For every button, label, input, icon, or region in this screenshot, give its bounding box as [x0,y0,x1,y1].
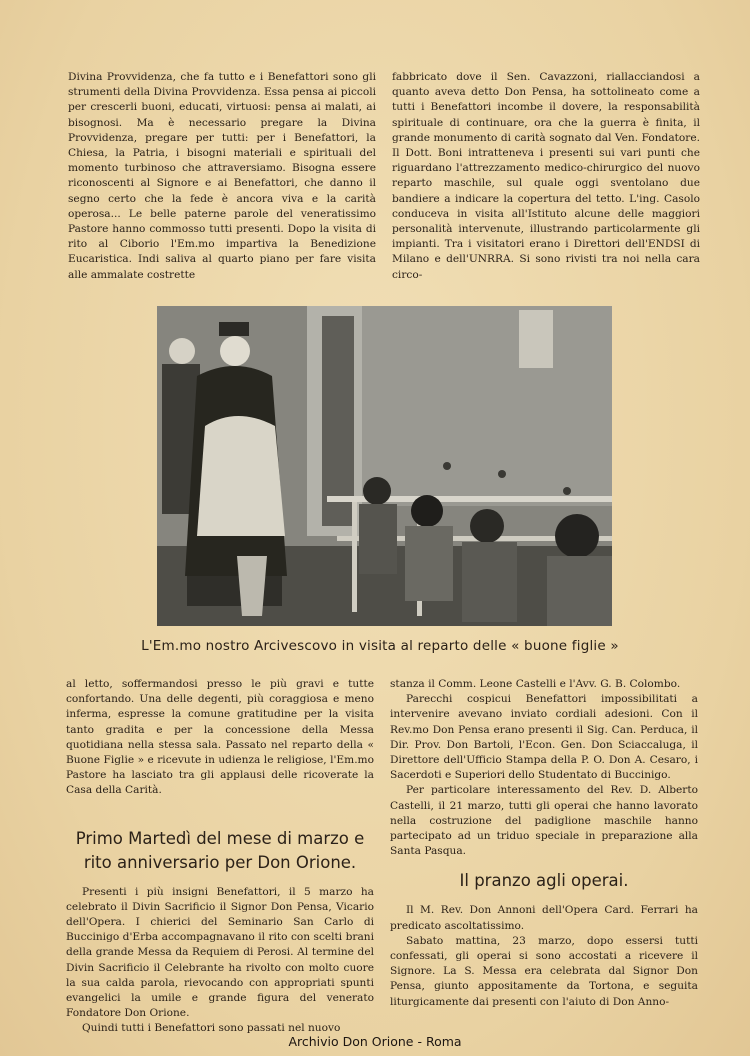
column-top-left [68,70,376,283]
column-top-right [392,70,700,283]
paragraph: Per particolare interessamento del Rev. D. Alberto Castelli, il 21 marzo, tutti gli operai che hanno lavorato nella costruzione del padiglione maschile hanno partecipato ad un triduo speciale in preparazione alla Santa Pasqua. [390,784,698,858]
archbishop-visit-photo [157,306,612,626]
paragraph: al letto, soffermandosi presso le più gravi e tutte confortando. Una delle degenti, più coraggiosa e meno inferma, espresse la comune gratitudine per la visita tanto gradita e per la concessione della Messa quotidiana nella stessa sala. Passato nel reparto della « Buone Figlie » e ricevute in udienza le religiose, l'Em.mo Pastore ha lasciato tra gli applausi delle ricoverate la Casa della Carità. [66,678,374,797]
paragraph: stanza il Comm. Leone Castelli e l'Avv. G. B. Colombo. [390,678,681,690]
section-title-primo-martedi [66,827,374,875]
paragraph: Sabato mattina, 23 marzo, dopo essersi tutti confessati, gli operai si sono accostati a ricevere il Signore. La S. Messa era celebrata dal Signor Don Pensa, giunto appositamente da Tortona, e seguita liturgicamente dai presenti con l'aiuto di Don Anno- [390,934,698,1008]
paragraph: Quindi tutti i Benefattori sono passati nel nuovo [82,1022,341,1035]
paragraph: Presenti i più insigni Benefattori, il 5 marzo ha celebrato il Divin Sacrificio il Signor Don Pensa, Vicario dell'Opera. I chierici del Seminario San Carlo di Buccinigo d'Erba accompagnavano il rito con scelti brani della grande Messa da Requiem di Perosi. Al termine del Divin Sacrificio il Celebrante ha rivolto con molto cuore la sua calda parola, rievocando con appropriati spunti evangelici la umile e grande figura del venerato Fondatore Don Orione. [66,885,374,1020]
column-bottom-left [66,677,374,1037]
paragraph: Il M. Rev. Don Annoni dell'Opera Card. Ferrari ha predicato ascoltatissimo. [390,904,698,932]
paragraph: fabbricato dove il Sen. Cavazzoni, riallacciandosi a quanto aveva detto Don Pensa, ha sottolineato come a tutti i Benefattori incombe il dovere, la responsabilità spirituale di continuare, ora che la guerra è finita, il grande monumento di carità sognato dal Ven. Fondatore. Il Dott. Boni intratteneva i presenti sui vari punti che riguardano l'attrezzamento medico-chirurgico del nuovo reparto maschile, sul quale oggi sventolano due bandiere a indicare la copertura del tetto. L'ing. Casolo conduceva in visita all'Istituto alcune delle maggiori personalità intervenute, illustrando particolarmente gli impianti. Tra i visitatori erano i Direttori dell'ENDSI di Milano e dell'UNRRA. Si sono rivisti tra noi nella cara circo- [392,71,700,281]
section-title-pranzo-operai: Il pranzo agli operai. [459,871,629,891]
section-title-line: Primo Martedì del mese di marzo e [75,828,365,848]
paragraph: Parecchi cospicui Benefattori impossibilitati a intervenire avevano inviato cordiali adesioni. Con il Rev.mo Don Pensa erano presenti il Sig. Can. Perduca, il Dir. Prov. Don Bartoli, l'Econ. Gen. Don Sciaccaluga, il Direttore dell'Ufficio Stampa della P. O. Don A. Cesaro, i Sacerdoti e Superiori dello Studentato di Buccinigo. [390,693,698,782]
paragraph: Divina Provvidenza, che fa tutto e i Benefattori sono gli strumenti della Divina Provvidenza. Essa pensa ai piccoli per crescerli buoni, educati, virtuosi: pensa ai malati, ai bisognosi. Ma è necessario pregare la Divina Provvidenza, pregare per tutti: per i Benefattori, la Chiesa, la Patria, i bisogni materiali e spirituali del momento turbinoso che attraversiamo. Bisogna essere riconoscenti al Signore e ai Benefattori, che danno il segno certo che la fede è ancora viva e la carità operosa... Le belle paterne parole del veneratissimo Pastore hanno commosso tutti presenti. Dopo la visita di rito al Ciborio l'Em.mo impartiva la Benedizione Eucaristica. Indi saliva al quarto piano per fare visita alle ammalate costrette [68,71,376,281]
column-bottom-right [390,677,698,1010]
section-title-line: rito anniversario per Don Orione. [83,852,357,872]
photo-caption: L'Em.mo nostro Arcivescovo in visita al reparto delle « buone figlie » [141,638,619,654]
archive-footer: Archivio Don Orione - Roma [288,1034,462,1049]
